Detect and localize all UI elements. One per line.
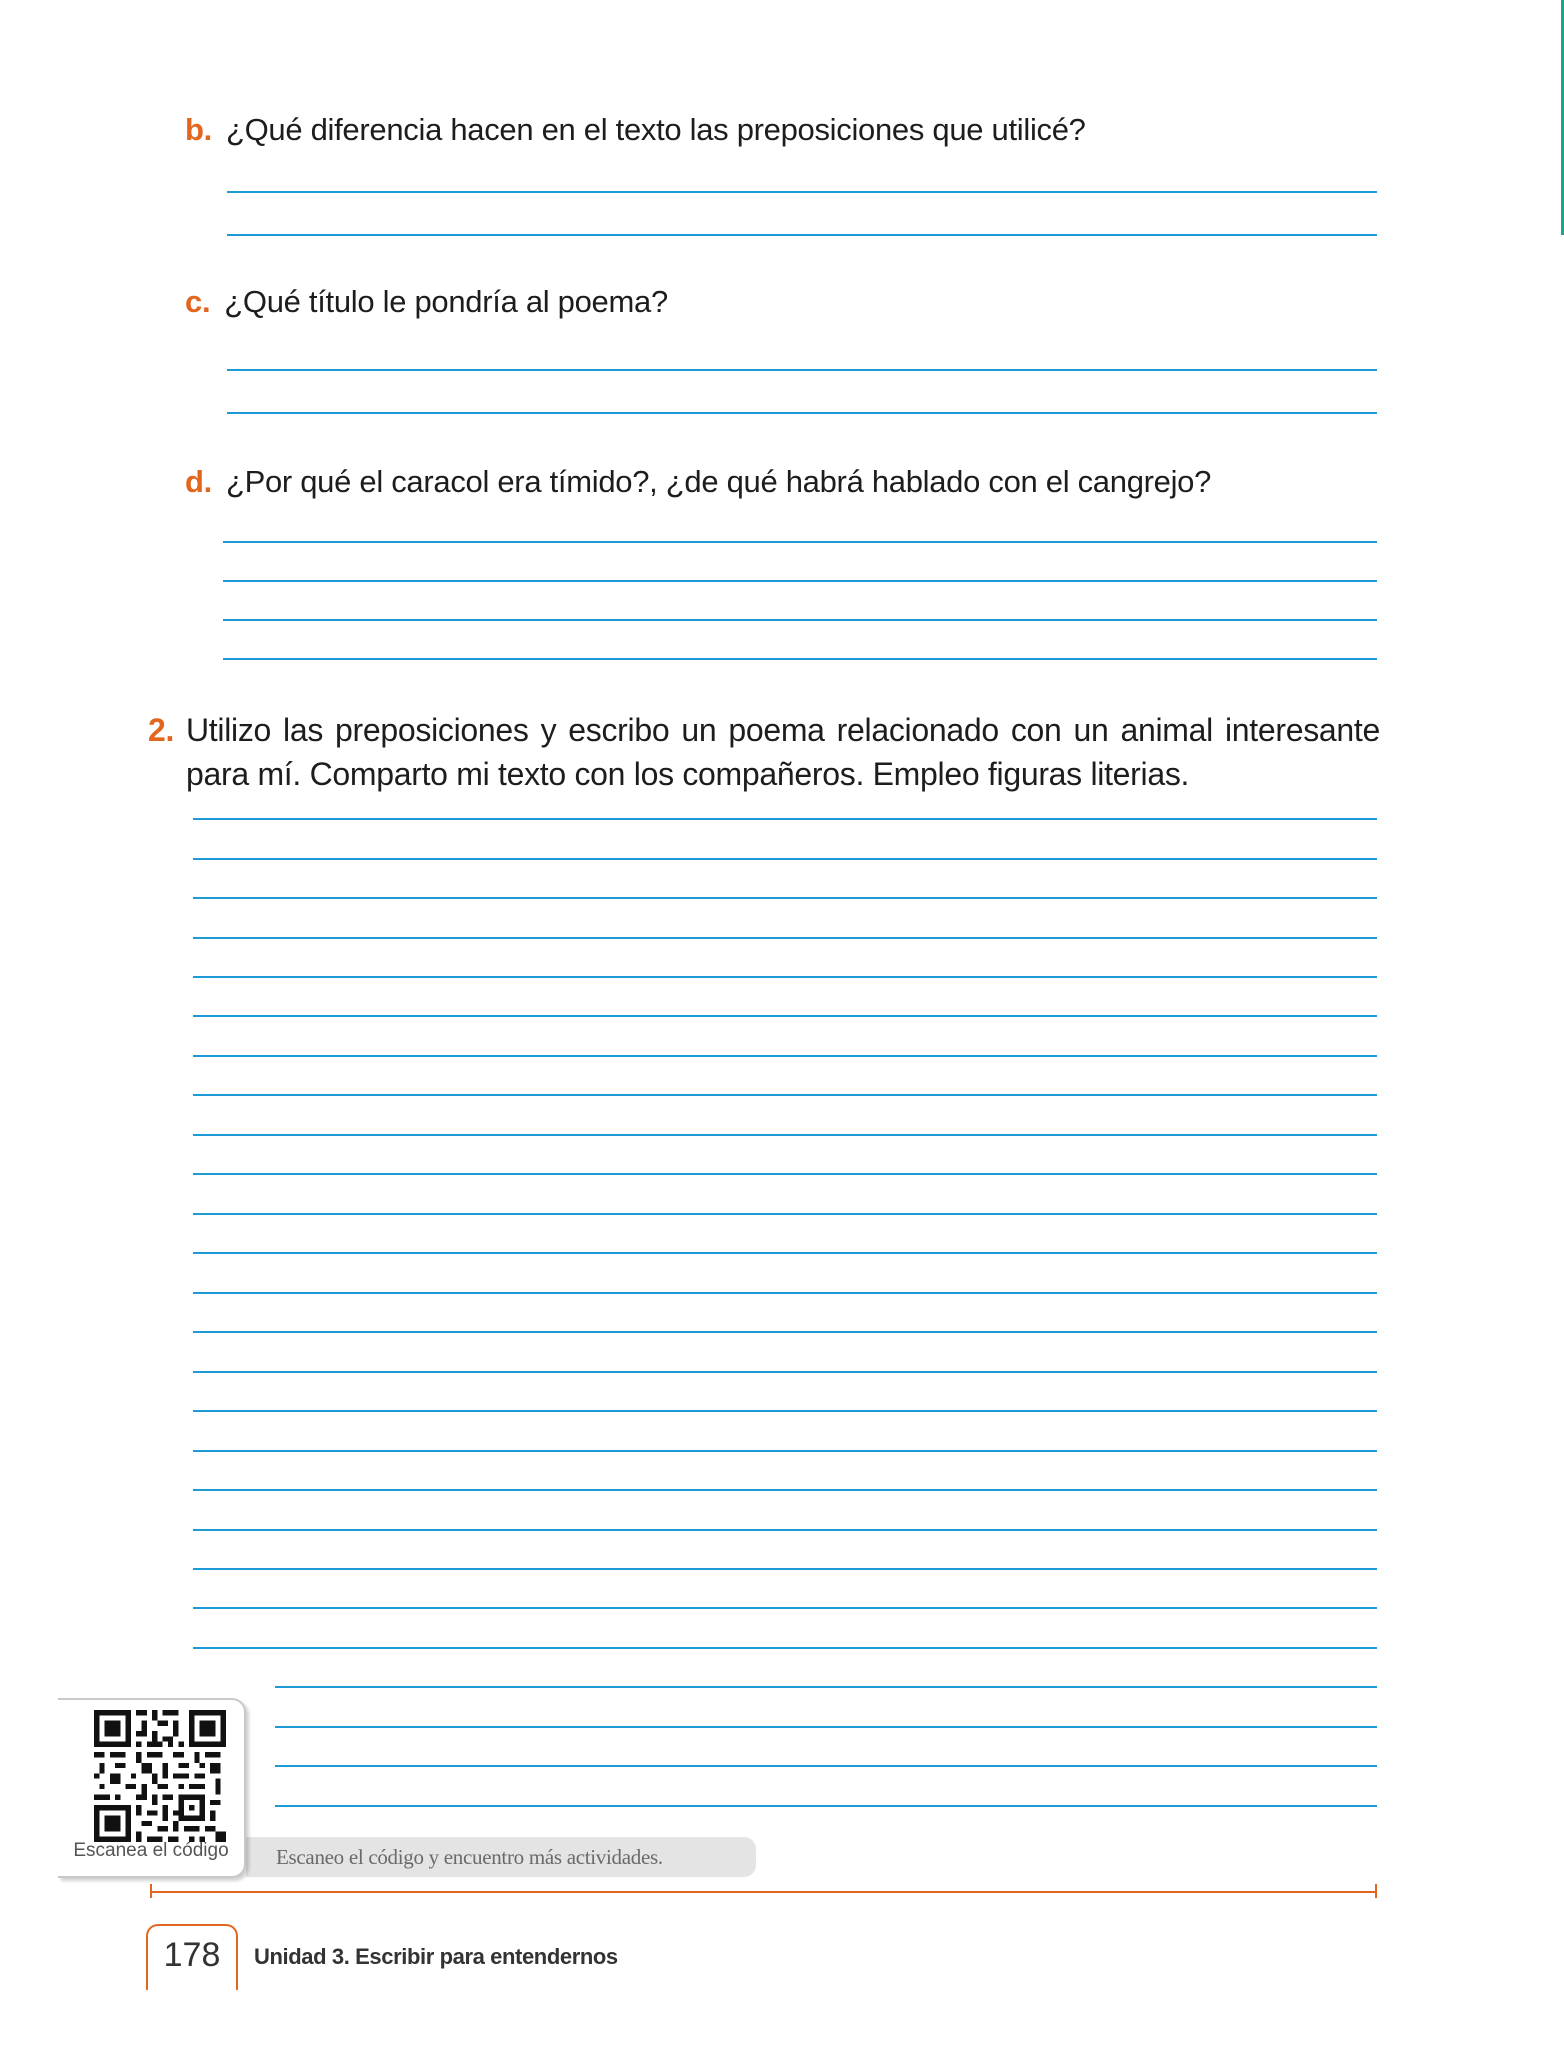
exercise-text: Utilizo las preposiciones y escribo un poema relacionado con un animal interesante para mí. Comparto mi texto con los compañeros. Empleo figuras literias. [186,712,1380,792]
question-text: ¿Qué diferencia hacen en el texto las preposiciones que utilicé? [225,112,1086,147]
question-c [185,282,668,322]
answer-line[interactable] [223,658,1377,660]
answer-line[interactable] [223,619,1377,621]
writing-line[interactable] [193,1055,1377,1057]
question-d [185,462,1211,502]
writing-line[interactable] [193,1489,1377,1491]
writing-line[interactable] [275,1686,1377,1688]
question-letter: c. [185,284,211,319]
answer-line[interactable] [223,580,1377,582]
answer-line[interactable] [227,234,1377,236]
qr-card[interactable] [58,1698,246,1878]
answer-line[interactable] [227,369,1377,371]
question-b [185,110,1086,150]
writing-line[interactable] [193,858,1377,860]
question-text: ¿Por qué el caracol era tímido?, ¿de qué habrá hablado con el cangrejo? [225,464,1212,499]
writing-line[interactable] [275,1726,1377,1728]
writing-line[interactable] [193,1134,1377,1136]
writing-line[interactable] [193,1252,1377,1254]
writing-line[interactable] [193,1015,1377,1017]
exercise-number: 2. [148,712,175,748]
question-text: ¿Qué título le pondría al poema? [224,284,668,319]
writing-line[interactable] [193,1173,1377,1175]
writing-line[interactable] [275,1805,1377,1807]
scan-activities-text: Escaneo el código y encuentro más actividades. [276,1845,663,1869]
exercise-2 [148,708,1380,796]
answer-line[interactable] [227,412,1377,414]
writing-line[interactable] [193,1450,1377,1452]
writing-line[interactable] [193,937,1377,939]
footer-divider [150,1891,1376,1893]
writing-line[interactable] [193,897,1377,899]
writing-line[interactable] [193,1292,1377,1294]
writing-line[interactable] [193,1371,1377,1373]
footer-tick [1375,1884,1377,1898]
unit-title: Unidad 3. Escribir para entendernos [254,1944,618,1969]
writing-line[interactable] [275,1765,1377,1767]
page-number: 178 [163,1936,221,1974]
question-letter: d. [185,464,212,499]
writing-line[interactable] [193,1529,1377,1531]
answer-line[interactable] [223,541,1377,543]
writing-line[interactable] [193,976,1377,978]
question-letter: b. [185,112,212,147]
qr-label: Escanea el código [73,1840,229,1861]
writing-line[interactable] [193,1331,1377,1333]
writing-line[interactable] [193,1568,1377,1570]
scan-activities-bar[interactable] [246,1837,756,1877]
writing-line[interactable] [193,1213,1377,1215]
writing-line[interactable] [193,818,1377,820]
writing-line[interactable] [193,1607,1377,1609]
writing-line[interactable] [193,1647,1377,1649]
qr-code-icon [94,1710,226,1842]
writing-line[interactable] [193,1410,1377,1412]
page-number-box [146,1924,238,1990]
answer-line[interactable] [227,191,1377,193]
writing-line[interactable] [193,1094,1377,1096]
